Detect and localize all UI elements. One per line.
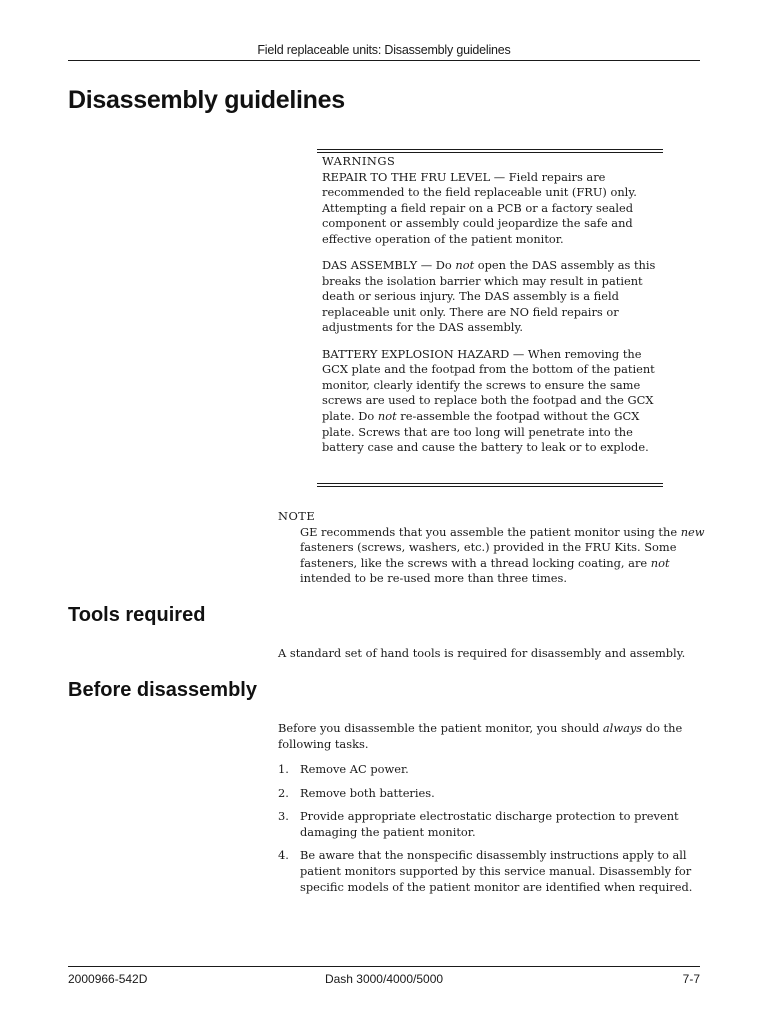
task-text: Remove both batteries. [300,785,435,800]
footer-doc-number: 2000966-542D [68,972,148,986]
task-text: Provide appropriate electrostatic discharge protection to prevent damaging the patient monitor. [300,809,679,839]
task-number: 2. [278,785,289,800]
warnings-bottom-rule [317,483,663,487]
warning-fru-level: REPAIR TO THE FRU LEVEL — Field repairs are recommended to the field replaceable unit (FRU) only. Attempting a field repair on a PCB or a factory sealed component or assembly could jeopardize the safe and effective operation of the patient monitor. [322,169,637,246]
before-disassembly-heading: Before disassembly [68,679,257,701]
warnings-top-rule [317,149,663,153]
tools-required-text: A standard set of hand tools is required for disassembly and assembly. [278,646,686,660]
footer-rule [68,966,700,967]
task-number: 3. [278,809,289,824]
warnings-block [322,154,664,466]
footer-page-number: 7-7 [682,972,700,986]
warning-battery-explosion: BATTERY EXPLOSION HAZARD — When removing the GCX plate and the footpad from the bottom of the patient monitor, clearly identify the screws to ensure the same screws are used to replace both the footpad and the GCX plate. Do not re-assemble the footpad without the GCX plate. Screws that are too long will penetrate into the battery case and cause the battery to leak or to explode. [322,346,655,455]
task-item [278,786,708,802]
task-number: 1. [278,762,289,776]
task-text: Be aware that the nonspecific disassembly instructions apply to all patient monitors supported by this service manual. Disassembly for specific models of the patient monitor are identified when required. [300,848,693,894]
page-title: Disassembly guidelines [68,86,345,114]
header-rule [68,60,700,61]
footer-product: Dash 3000/4000/5000 [324,972,444,986]
note-text: GE recommends that you assemble the patient monitor using the new fasteners (screws, washers, etc.) provided in the FRU Kits. Some fasteners, like the screws with a thread locking coating, are not intended to be re-used more than three times. [300,524,705,586]
task-text: Remove AC power. [300,762,409,776]
task-item [278,848,708,895]
running-header: Field replaceable units: Disassembly guidelines [257,43,511,57]
tools-required-heading: Tools required [68,604,206,626]
before-disassembly-intro: Before you disassemble the patient monitor, you should always do the following tasks. [278,721,683,751]
warnings-label: WARNINGS [322,154,396,168]
task-list [278,762,708,903]
task-number: 4. [278,848,289,863]
task-item [278,762,708,778]
warning-das-assembly: DAS ASSEMBLY — Do not open the DAS assembly as this breaks the isolation barrier which may result in patient death or serious injury. The DAS assembly is a field replaceable unit only. There are NO field repairs or adjustments for the DAS assembly. [322,258,656,335]
task-item [278,809,708,840]
note-block [278,509,708,587]
note-label: NOTE [278,509,316,523]
